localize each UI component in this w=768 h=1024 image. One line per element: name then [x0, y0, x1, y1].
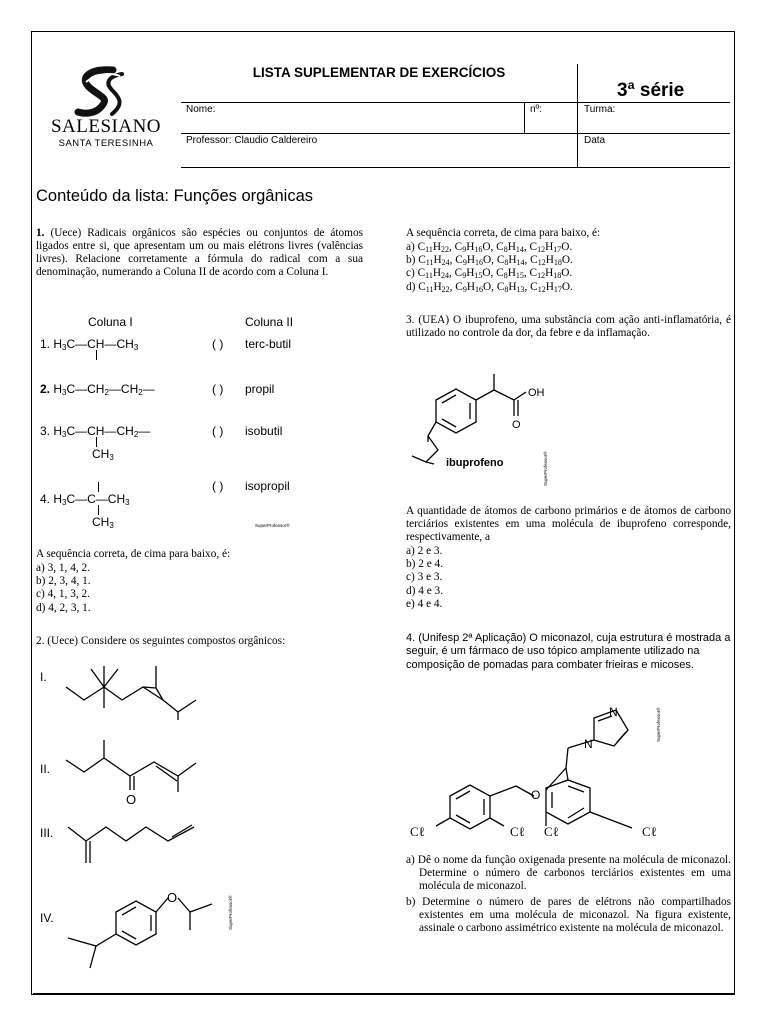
q2-iv-oxygen: O [167, 890, 178, 905]
q3-option-a[interactable]: a) 2 e 3. [406, 545, 443, 557]
q4-watermark: SuperProfessor® [656, 707, 661, 742]
q1-row3-formula: 3. $H_3C—CH—CH_2—$ [40, 424, 151, 439]
q4-n-label-2: N [584, 737, 593, 751]
q1-option-a[interactable]: a) 3, 1, 4, 2. [36, 562, 90, 574]
q4-cl-label-3: Cℓ [544, 824, 559, 839]
q1-text: (Uece) Radicais orgânicos são espécies ou conjuntos de átomos ligados entre si, que apresentam um ou mais elétrons livres (valências livres). Relacione corretamente a fórmula do radical com a sua denominação, numerando a Coluna II de acordo com a Coluna I. [36, 227, 363, 278]
logo-name: SALESIANO [50, 116, 162, 137]
q3-ibuprofen-structure [406, 370, 556, 490]
nome-field[interactable]: Nome: [186, 104, 216, 115]
q3-options [406, 545, 443, 611]
q3-prompt: A quantidade de átomos de carbono primários e de átomos de carbono terciários existentes em uma molécula de ibuprofeno corresponde, respectivamente, a [406, 505, 731, 543]
q2-watermark: SuperProfessor® [228, 895, 233, 930]
q1-row4-name: isopropil [245, 479, 290, 493]
q4-item-b: b) Determine o número de pares de elétrons não compartilhados existentes em uma molécula de miconazol. Na figura existente, assinale o carbono assimétrico existente na molécula de miconazol. [406, 896, 731, 934]
q2-option-b[interactable]: b) $C_{11}H_{24}$, $C_9H_{16}O$, $C_8H_{14}$, $C_{12}H_{18}O$. [406, 254, 573, 268]
logo-subtitle: SANTA TERESINHA [58, 138, 154, 149]
salesiano-s-icon [50, 66, 162, 122]
q2-option-c[interactable]: c) $C_{11}H_{24}$, $C_9H_{15}O$, $C_8H_{15}$, $C_{12}H_{18}O$. [406, 267, 573, 281]
header-line-1 [181, 102, 730, 103]
q1-row3-name: isobutil [245, 424, 283, 438]
q1-option-b[interactable]: b) 2, 3, 4, 1. [36, 575, 91, 588]
q3-option-c[interactable]: c) 3 e 3. [406, 571, 443, 584]
q2-options [406, 241, 573, 294]
header-line-3 [181, 167, 730, 168]
q1-row4-formula: 4. $H_3C—C—CH_3$ [40, 492, 130, 507]
professor-label: Professor: Claudio Caldereiro [186, 135, 318, 146]
q1-statement [36, 227, 363, 279]
q1-row4-bond-bottom [98, 505, 99, 515]
header-divider-num [524, 102, 525, 133]
school-logo [50, 66, 162, 156]
q2-structure-iii [60, 815, 210, 865]
q1-options [36, 562, 91, 615]
q1-number: 1. [36, 227, 45, 239]
data-field[interactable]: Data [584, 135, 606, 146]
q1-col1-header: Coluna I [88, 315, 133, 329]
q4-statement: 4. (Unifesp 2ª Aplicação) O miconazol, cuja estrutura é mostrada a seguir, é um fármaco de uso tópico amplamente utilizado na composição de pomadas para combater frieiras e micoses. [406, 632, 731, 671]
q1-row4-paren[interactable]: ( ) [212, 479, 224, 493]
header-divider-right [577, 64, 578, 168]
q2-option-d[interactable]: d) $C_{11}H_{22}$, $C_9H_{16}O$, $C_8H_{13}$, $C_{12}H_{17}O$. [406, 280, 573, 294]
q4-n-label-1: N [609, 705, 618, 719]
q2-ii-oxygen: O [126, 792, 137, 805]
q2-prompt: A sequência correta, de cima para baixo, é: [406, 227, 601, 239]
q3-watermark: SuperProfessor® [543, 451, 548, 486]
header-line-2 [181, 133, 730, 134]
serie-label: 3ª série [617, 80, 685, 101]
q2-structure-iv [60, 882, 220, 977]
q1-watermark: SuperProfessor® [255, 523, 290, 528]
q2-label-iii: III. [40, 826, 54, 840]
q1-prompt: A sequência correta, de cima para baixo, é: [36, 548, 231, 560]
q3-statement: 3. (UEA) O ibuprofeno, uma substância com ação anti-inflamatória, é utilizado no controle da dor, da febre e da inflamação. [406, 314, 731, 339]
q3-oh-label: OH [528, 387, 545, 399]
q2-label-ii: II. [40, 762, 51, 776]
numero-field[interactable]: nº: [530, 104, 542, 115]
q3-option-e[interactable]: e) 4 e 4. [406, 597, 443, 610]
q1-row1-formula: 1. $H_3C—CH—CH_3$ [40, 337, 139, 352]
q1-row1-paren[interactable]: ( ) [212, 337, 224, 351]
list-title: LISTA SUPLEMENTAR DE EXERCÍCIOS [252, 65, 506, 80]
q4-cl-label-1: Cℓ [410, 824, 425, 839]
q1-option-d[interactable]: d) 4, 2, 3, 1. [36, 601, 91, 614]
q1-row4-bond-top [98, 482, 99, 492]
content-heading: Conteúdo da lista: Funções orgânicas [36, 187, 314, 205]
q1-row3-bond [96, 437, 97, 447]
q3-option-b[interactable]: b) 2 e 4. [406, 558, 444, 571]
q1-row4-ch3: $CH_3$ [92, 515, 114, 530]
q2-statement: 2. (Uece) Considere os seguintes compostos orgânicos: [36, 635, 286, 647]
q1-row1-bond [96, 350, 97, 360]
turma-field[interactable]: Turma: [584, 104, 616, 115]
q4-item-a: a) Dê o nome da função oxigenada presente na molécula de miconazol. Determine o número de carbonos terciários existentes em uma molécula de miconazol. [406, 854, 731, 892]
q1-col2-header: Coluna II [245, 315, 294, 329]
q1-row1-name: terc-butil [245, 337, 292, 351]
q1-option-c[interactable]: c) 4, 1, 3, 2. [36, 588, 90, 601]
q2-label-iv: IV. [40, 911, 54, 925]
q1-row2-formula: 2. $H_3C—CH_2—CH_2—$ [40, 382, 155, 397]
q2-structure-i [60, 660, 210, 730]
page-bottom-line [33, 993, 735, 994]
q4-o-label: O [531, 788, 541, 802]
q4-miconazole-structure [406, 700, 668, 848]
q1-row3-paren[interactable]: ( ) [212, 424, 224, 438]
q2-label-i: I. [40, 670, 47, 684]
q1-row2-paren[interactable]: ( ) [212, 382, 224, 396]
q2-option-a[interactable]: a) $C_{11}H_{22}$, $C_9H_{16}O$, $C_8H_{14}$, $C_{12}H_{17}O$. [406, 241, 573, 254]
q1-row3-ch3: $CH_3$ [92, 447, 114, 462]
q1-row2-name: propil [245, 382, 275, 396]
q4-cl-label-2: Cℓ [510, 824, 525, 839]
q4-cl-label-4: Cℓ [642, 824, 657, 839]
q2-structure-ii [60, 730, 210, 805]
q3-caption: ibuprofeno [446, 457, 504, 469]
q3-option-d[interactable]: d) 4 e 3. [406, 584, 444, 597]
q3-o-label: O [512, 419, 521, 431]
